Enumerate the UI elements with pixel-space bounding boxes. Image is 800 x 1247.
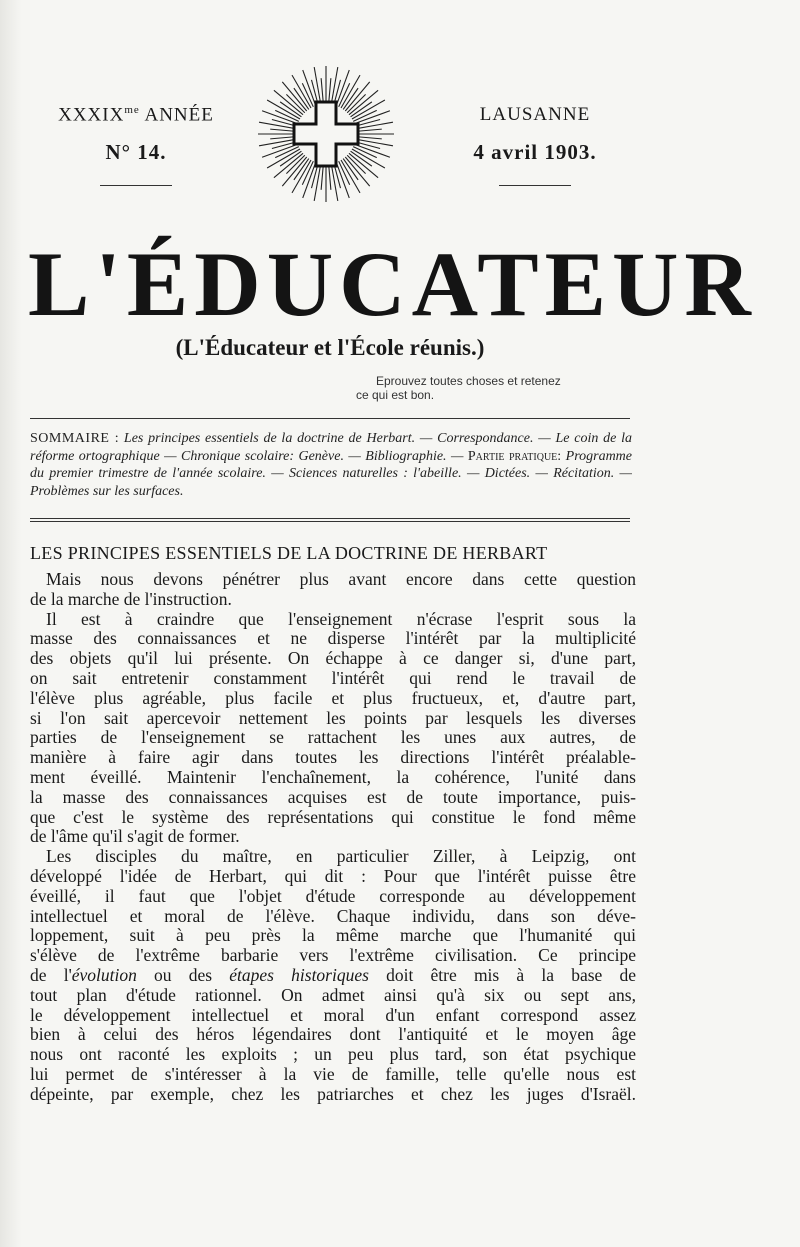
text-run: doit être mis à la base de bbox=[368, 965, 636, 985]
emblem-ray bbox=[349, 90, 378, 114]
emblem-ray bbox=[314, 164, 321, 201]
body-line: dépeinte, par exemple, chez les patriarches et chez les juges d'Israël. bbox=[30, 1084, 636, 1104]
swiss-cross-emblem-icon bbox=[256, 64, 396, 204]
rule-top bbox=[30, 418, 630, 419]
issue-number: N° 14. bbox=[105, 140, 167, 165]
article-title: LES PRINCIPES ESSENTIELS DE LA DOCTRINE DE HERBART bbox=[30, 543, 548, 563]
emblem-ray bbox=[282, 157, 306, 186]
table-of-contents bbox=[30, 430, 632, 500]
emblem-ray bbox=[270, 129, 296, 131]
emblem-ray bbox=[321, 78, 323, 104]
emblem-ray bbox=[331, 164, 338, 201]
issue-date: 4 avril 1903. bbox=[473, 140, 597, 164]
article-body bbox=[30, 570, 636, 1105]
emblem-ray bbox=[314, 67, 321, 104]
short-rule-right bbox=[499, 185, 571, 186]
emblem-ray bbox=[349, 153, 378, 177]
sommaire-label: SOMMAIRE : bbox=[30, 431, 120, 446]
emblem-ray bbox=[356, 139, 393, 146]
emblem-ray bbox=[329, 78, 331, 104]
body-line: ment éveillé. Maintenir l'enchaînement, la cohérence, l'unité dans bbox=[30, 767, 636, 787]
volume-number: XXXIX bbox=[58, 104, 125, 126]
text-run: ou des bbox=[136, 965, 230, 985]
body-line: de la marche de l'instruction. bbox=[30, 589, 232, 609]
body-line: manière à faire agir dans toutes les directions l'intérêt préalable- bbox=[30, 748, 636, 768]
rule-double bbox=[30, 518, 630, 522]
journal-subtitle: (L'Éducateur et l'École réunis.) bbox=[175, 335, 485, 360]
body-line: Les disciples du maître, en particulier Ziller, à Leipzig, ont bbox=[46, 847, 636, 867]
body-line-evolution bbox=[30, 966, 636, 986]
body-line: parties de l'enseignement se rattachent les unes aux autres, de bbox=[30, 728, 636, 748]
emblem-ray bbox=[274, 153, 303, 177]
body-line: tout plan d'étude rationnel. On admet ainsi qu'à six ou sept ans, bbox=[30, 985, 636, 1005]
journal-title: L'ÉDUCATEUR bbox=[28, 233, 757, 335]
emblem-ray bbox=[331, 67, 338, 104]
text-run: de l' bbox=[30, 965, 72, 985]
body-line: l'élève plus agréable, plus facile et plus fructueux, et, d'autre part, bbox=[30, 688, 636, 708]
volume-suffix: me bbox=[124, 104, 140, 116]
body-line: masse des connaissances et ne disperse l'intérêt par la multiplicité bbox=[30, 629, 636, 649]
sommaire-items-2: Programme du premier trimestre de l'année scolaire. — Sciences naturelles : l'abeille. — Dictées. — Récitation. — Problèmes sur les surfaces. bbox=[30, 448, 633, 499]
volume-word: ANNÉE bbox=[144, 104, 214, 126]
emphasis-evolution: évolution bbox=[71, 965, 137, 985]
city: LAUSANNE bbox=[479, 104, 591, 125]
body-line: on sait entretenir constamment l'intérêt qui rend le travail de bbox=[30, 668, 636, 688]
emblem-ray bbox=[345, 82, 369, 111]
masthead-place-date bbox=[440, 104, 630, 186]
page-edge bbox=[0, 0, 22, 1247]
motto bbox=[356, 374, 626, 402]
emblem-ray bbox=[356, 137, 382, 139]
emblem-ray bbox=[274, 90, 303, 114]
emblem-ray bbox=[345, 157, 369, 186]
body-line: la masse des connaissances acquises est de toute importance, puis- bbox=[30, 787, 636, 807]
body-line: nous ont raconté les exploits ; un peu plus tard, son état psychique bbox=[30, 1045, 636, 1065]
sommaire-items-1: Les principes essentiels de la doctrine de Herbart. — Correspondance. — Le coin de la réforme ortographique — Chronique scolaire: Genève. — Bibliographie. — bbox=[30, 431, 632, 464]
body-line: le développement intellectuel et moral d'un enfant correspond assez bbox=[30, 1005, 636, 1025]
emblem-ray bbox=[321, 164, 323, 190]
body-line: éveillé, il faut que l'objet d'étude corresponde au développement bbox=[30, 886, 636, 906]
emblem-ray bbox=[329, 164, 331, 190]
body-line: Mais nous devons pénétrer plus avant encore dans cette question bbox=[46, 570, 636, 589]
partie-pratique-label: Partie pratique: bbox=[467, 448, 562, 464]
body-line: bien à celui des héros légendaires dont l'antiquité et le moyen âge bbox=[30, 1025, 636, 1045]
emblem-ray bbox=[356, 129, 382, 131]
body-line: développé l'idée de Herbart, qui dit : Pour que l'intérêt puisse être bbox=[30, 866, 636, 886]
motto-line-1: Eprouvez toutes choses et retenez bbox=[376, 374, 561, 388]
body-line: de l'âme qu'il s'agit de former. bbox=[30, 827, 240, 847]
emblem-ray bbox=[270, 137, 296, 139]
body-line: Il est à craindre que l'enseignement n'écrase l'esprit sous la bbox=[46, 609, 636, 629]
volume-line bbox=[36, 104, 236, 126]
body-line: intellectuel et moral de l'élève. Chaque individu, dans son déve- bbox=[30, 906, 636, 926]
emblem-ray bbox=[356, 122, 393, 129]
emblem-ray bbox=[259, 122, 296, 129]
emblem-ray bbox=[259, 139, 296, 146]
body-line: s'élève de l'extrême barbarie vers l'extrême civilisation. Ce principe bbox=[30, 946, 636, 966]
motto-line-2: ce qui est bon. bbox=[356, 388, 435, 402]
body-line: des objets qu'il lui présente. On échappe à ce danger si, d'une part, bbox=[30, 649, 636, 669]
body-line: que c'est le système des représentations qui constitue le fond même bbox=[30, 807, 636, 827]
emblem-ray bbox=[282, 82, 306, 111]
emphasis-etapes: étapes historiques bbox=[229, 965, 369, 985]
body-line: lui permet de s'intéresser à la vie de famille, telle qu'elle nous est bbox=[30, 1064, 636, 1084]
masthead-volume bbox=[36, 104, 236, 186]
body-line: loppement, suit à peu près la même marche que l'humanité qui bbox=[30, 926, 636, 946]
body-line: si l'on sait apercevoir nettement les points par lesquels les diverses bbox=[30, 708, 636, 728]
short-rule-left bbox=[100, 185, 172, 186]
